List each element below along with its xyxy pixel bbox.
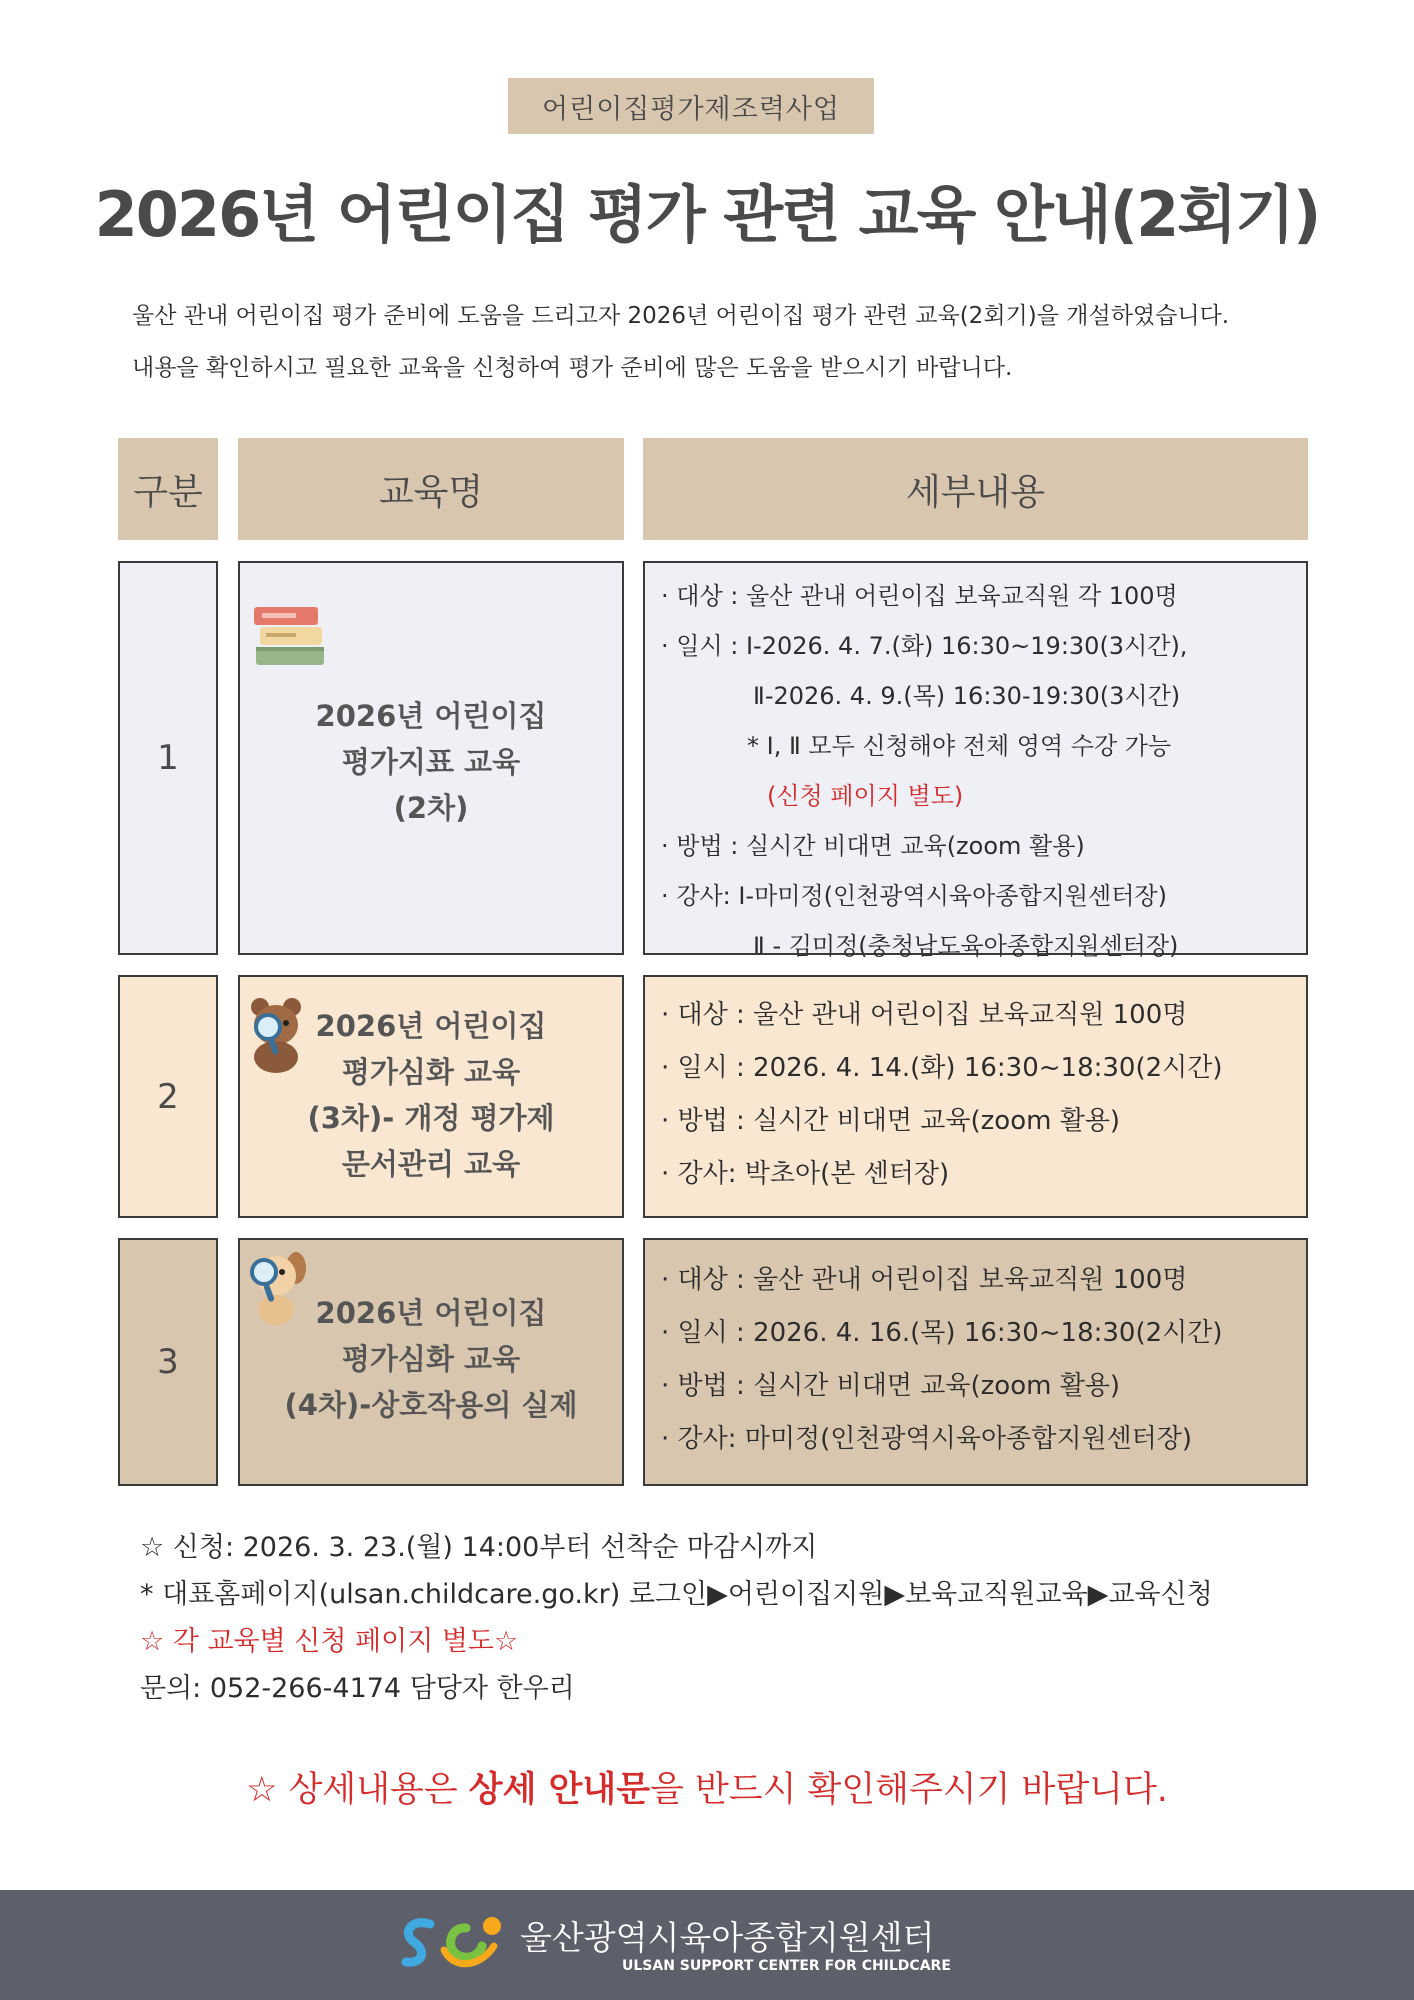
course-line: (2차) [393,791,469,825]
row-3-number [118,1238,218,1486]
intro-line-1: 울산 관내 어린이집 평가 준비에 도움을 드리고자 2026년 어린이집 평가 관련 교육(2회기)을 개설하였습니다. [132,303,1230,329]
row-1-course [238,561,624,955]
course-line: (3차)- 개정 평가제 [307,1101,555,1135]
header-category: 구분 [118,438,218,540]
detail-target: · 대상 : 울산 관내 어린이집 보육교직원 100명 [661,1265,1188,1295]
header-details: 세부내용 [643,438,1308,540]
detail-separate-page: (신청 페이지 별도) [767,782,964,810]
org-logo-icon [400,1910,508,1972]
row-1-number [118,561,218,955]
row-number: 2 [157,1076,179,1117]
detail-target: · 대상 : 울산 관내 어린이집 보육교직원 100명 [661,1000,1188,1030]
course-line: 평가지표 교육 [341,745,521,779]
detail-list [661,571,1296,971]
row-2-course [238,975,624,1218]
course-line: 2026년 어린이집 [315,699,547,733]
row-2-details [643,975,1308,1218]
detail-date-2: Ⅱ-2026. 4. 9.(목) 16:30-19:30(3시간) [753,682,1181,710]
detail-note: * Ⅰ, Ⅱ 모두 신청해야 전체 영역 수강 가능 [747,732,1172,760]
row-1-details [643,561,1308,960]
intro-line-2: 내용을 확인하시고 필요한 교육을 신청하여 평가 준비에 많은 도움을 받으시기 바랍니다. [132,355,1013,381]
course-line: (4차)-상호작용의 실제 [284,1388,578,1422]
detail-instructor: · 강사: 마미정(인천광역시육아종합지원센터장) [661,1424,1193,1454]
detail-method: · 방법 : 실시간 비대면 교육(zoom 활용) [661,832,1085,860]
row-number: 3 [157,1342,179,1382]
detail-instructor: · 강사: Ⅰ-마미정(인천광역시육아종합지원센터장) [661,882,1167,910]
program-badge: 어린이집평가제조력사업 [508,78,874,134]
detail-method: · 방법 : 실시간 비대면 교육(zoom 활용) [661,1371,1121,1401]
notice-text-post: 을 반드시 확인해주시기 바랍니다. [650,1770,1168,1810]
detail-date: · 일시 : 2026. 4. 14.(화) 16:30~18:30(2시간) [661,1053,1223,1083]
page-title: 2026년 어린이집 평가 관련 교육 안내(2회기) [94,178,1320,251]
separate-page-note: ☆ 각 교육별 신청 페이지 별도☆ [140,1626,519,1657]
detail-list [661,1254,1296,1466]
course-name [240,693,622,831]
row-2-number [118,975,218,1218]
notice-text-pre: ☆ 상세내용은 [246,1770,469,1810]
row-3-details [643,1238,1308,1486]
detail-instructor: · 강사: 박초아(본 센터장) [661,1159,950,1189]
course-line: 2026년 어린이집 [315,1009,547,1043]
detail-notice [0,1762,1414,1812]
row-number: 1 [157,738,179,778]
course-line: 평가심화 교육 [341,1342,521,1376]
course-line: 문서관리 교육 [341,1147,521,1181]
application-path: * 대표홈페이지(ulsan.childcare.go.kr) 로그인▶어린이집지원▶보육교직원교육▶교육신청 [140,1579,1213,1610]
course-name [240,1003,622,1187]
detail-date: · 일시 : 2026. 4. 16.(목) 16:30~18:30(2시간) [661,1318,1223,1348]
course-name [240,1290,622,1428]
detail-date: · 일시 : Ⅰ-2026. 4. 7.(화) 16:30~19:30(3시간), [661,632,1188,660]
org-name: 울산광역시육아종합지원센터 [520,1918,935,1957]
detail-list [661,989,1296,1201]
course-line: 평가심화 교육 [341,1055,521,1089]
detail-instructor-2: Ⅱ - 김미정(충청남도육아종합지원센터장) [753,932,1179,960]
row-3-course [238,1238,624,1486]
header-course-name: 교육명 [238,438,624,540]
intro-text [132,290,1332,394]
contact-info: 문의: 052-266-4174 담당자 한우리 [140,1673,575,1704]
course-line: 2026년 어린이집 [315,1296,547,1330]
application-info [140,1524,1213,1712]
application-date: ☆ 신청: 2026. 3. 23.(월) 14:00부터 선착순 마감시까지 [140,1532,818,1563]
books-icon [250,599,330,671]
notice-text-bold: 상세 안내문 [468,1770,651,1810]
org-english-name: ULSAN SUPPORT CENTER FOR CHILDCARE [622,1958,951,1974]
detail-method: · 방법 : 실시간 비대면 교육(zoom 활용) [661,1106,1121,1136]
detail-target: · 대상 : 울산 관내 어린이집 보육교직원 각 100명 [661,582,1178,610]
